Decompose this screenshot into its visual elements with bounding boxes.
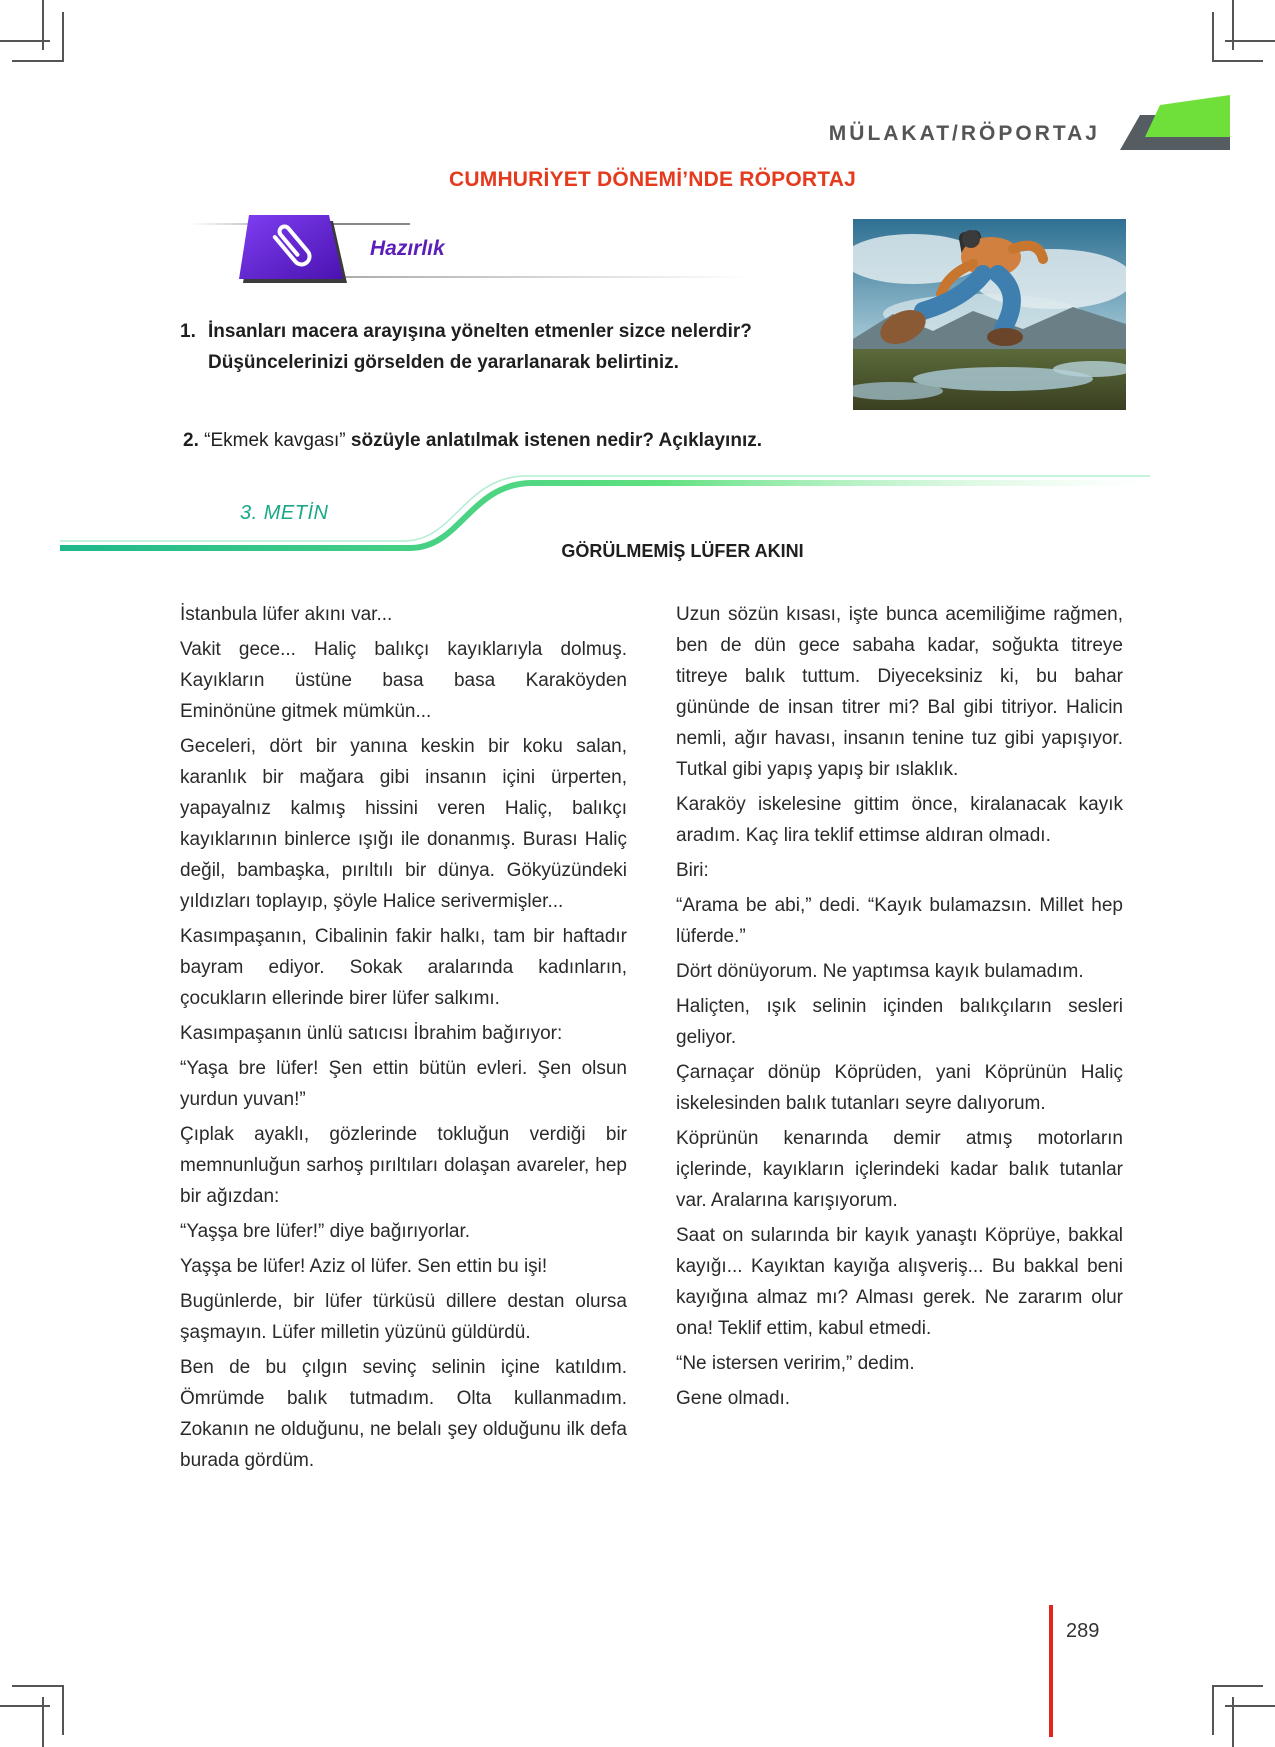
question-2 <box>183 425 762 456</box>
crop-mark <box>1225 1705 1275 1707</box>
paragraph: Biri: <box>676 860 709 881</box>
page-number: 289 <box>1066 1620 1100 1642</box>
text-section-label: 3. METİN <box>240 502 329 524</box>
question-1 <box>180 316 830 378</box>
crop-mark <box>12 60 62 62</box>
crop-mark <box>1232 0 1234 50</box>
crop-mark <box>12 1685 62 1687</box>
question-number: 2. <box>183 430 199 451</box>
paragraph: Geceleri, dört bir yanına keskin bir koku salan, karanlık bir mağara gibi insanın içini ürperten, yapayalnız kalmış hissini veren Haliç, balıkçı kayıklarının binlerce ışığı ile donanmış. Burası Haliç değil, bambaşka, pırıltılı bir dünya. Gökyüzündeki yıldızları toplayıp, şöyle Halice serivermişler... <box>180 736 627 912</box>
paragraph: Saat on sularında bir kayık yanaştı Köprüye, bakkal kayığı... Kayıktan kayığa alışveriş... Bu bakkal beni kayığına almaz mı? Alması gerek. Ne zararım olur ona! Teklif ettim, kabul etmedi. <box>676 1225 1123 1339</box>
paragraph: Karaköy iskelesine gittim önce, kiralanacak kayık aradım. Kaç lira teklif ettimse aldıran olmadı. <box>676 794 1123 846</box>
crop-mark <box>0 1705 50 1707</box>
paragraph: Vakit gece... Haliç balıkçı kayıklarıyla dolmuş. Kayıkların üstüne basa basa Karaköyden Eminönüne gitmek mümkün... <box>180 639 627 722</box>
question-text: İnsanları macera arayışına yönelten etmenler sizce nelerdir? Düşüncelerinizi görselden de yararlanarak belirtiniz. <box>208 321 752 373</box>
paragraph: Yaşşa be lüfer! Aziz ol lüfer. Sen ettin bu işi! <box>180 1256 548 1277</box>
crop-mark <box>62 12 64 62</box>
question-number: 1. <box>180 321 196 342</box>
page-number-bar <box>1049 1605 1053 1737</box>
hiker-photo <box>853 219 1126 410</box>
prep-label: Hazırlık <box>370 237 445 260</box>
section-label: MÜLAKAT/RÖPORTAJ <box>828 122 1100 145</box>
paragraph: “Yaşşa bre lüfer!” diye bağırıyorlar. <box>180 1221 471 1242</box>
paragraph: “Yaşa bre lüfer! Şen ettin bütün evleri. Şen olsun yurdun yuvan!” <box>180 1058 627 1110</box>
paragraph: “Arama be abi,” dedi. “Kayık bulamazsın. Millet hep lüferde.” <box>676 895 1123 947</box>
paragraph: Çarnaçar dönüp Köprüden, yani Köprünün Haliç iskelesinden balık tutanları seyre dalıyorum. <box>676 1062 1123 1114</box>
crop-mark <box>1212 1685 1214 1735</box>
paragraph: Kasımpaşanın, Cibalinin fakir halkı, tam bir haftadır bayram ediyor. Sokak aralarında kadınların, çocukların ellerinde birer lüfer salkımı. <box>180 926 627 1009</box>
text-title: GÖRÜLMEMİŞ LÜFER AKINI <box>561 541 804 561</box>
paperclip-icon <box>235 213 355 293</box>
paragraph: Ben de bu çılgın sevinç selinin içine katıldım. Ömrümde balık tutmadım. Olta kullanmadım. Zokanın ne olduğunu, ne belalı şey olduğunu ilk defa burada gördüm. <box>180 1357 627 1471</box>
paragraph: Uzun sözün kısası, işte bunca acemiliğime rağmen, ben de dün gece sabaha kadar, soğukta titreye titreye balık tuttum. Diyeceksiniz ki, bu bahar gününde de insan titrer mi? Bal gibi titriyor. Halicin nemli, ağır havası, insanın tenine tuz gibi yapışıyor. Tutkal gibi yapış yapış bir ıslaklık. <box>676 604 1123 780</box>
crop-mark <box>42 0 44 50</box>
crop-mark <box>1212 12 1214 62</box>
crop-mark <box>62 1685 64 1735</box>
paragraph: Kasımpaşanın ünlü satıcısı İbrahim bağırıyor: <box>180 1023 563 1044</box>
paragraph: İstanbula lüfer akını var... <box>180 604 393 625</box>
crop-mark <box>1213 60 1263 62</box>
paragraph: “Ne istersen veririm,” dedim. <box>676 1353 915 1374</box>
page-title: CUMHURİYET DÖNEMİ’NDE RÖPORTAJ <box>449 168 856 191</box>
paragraph: Köprünün kenarında demir atmış motorların içlerinde, kayıkların içlerindeki kadar balık tutanlar var. Aralarına karışıyorum. <box>676 1128 1123 1211</box>
paragraph: Dört dönüyorum. Ne yaptımsa kayık bulamadım. <box>676 961 1084 982</box>
crop-mark <box>0 40 50 42</box>
question-quote: “Ekmek kavgası” <box>204 430 346 451</box>
question-text: sözüyle anlatılmak istenen nedir? Açıklayınız. <box>345 430 763 451</box>
paragraph: Gene olmadı. <box>676 1388 791 1409</box>
prep-banner <box>175 203 765 295</box>
right-column <box>676 599 1123 1418</box>
crop-mark <box>1225 40 1275 42</box>
corner-tab-icon <box>1120 95 1230 155</box>
crop-mark <box>1213 1685 1263 1687</box>
left-column <box>180 599 627 1480</box>
paragraph: Haliçten, ışık selinin içinden balıkçıların sesleri geliyor. <box>676 996 1123 1048</box>
paragraph: Bugünlerde, bir lüfer türküsü dillere destan olursa şaşmayın. Lüfer milletin yüzünü güldürdü. <box>180 1291 627 1343</box>
paragraph: Çıplak ayaklı, gözlerinde tokluğun verdiği bir memnunluğun sarhoş pırıltıları dolaşan avareler, hep bir ağızdan: <box>180 1124 627 1207</box>
